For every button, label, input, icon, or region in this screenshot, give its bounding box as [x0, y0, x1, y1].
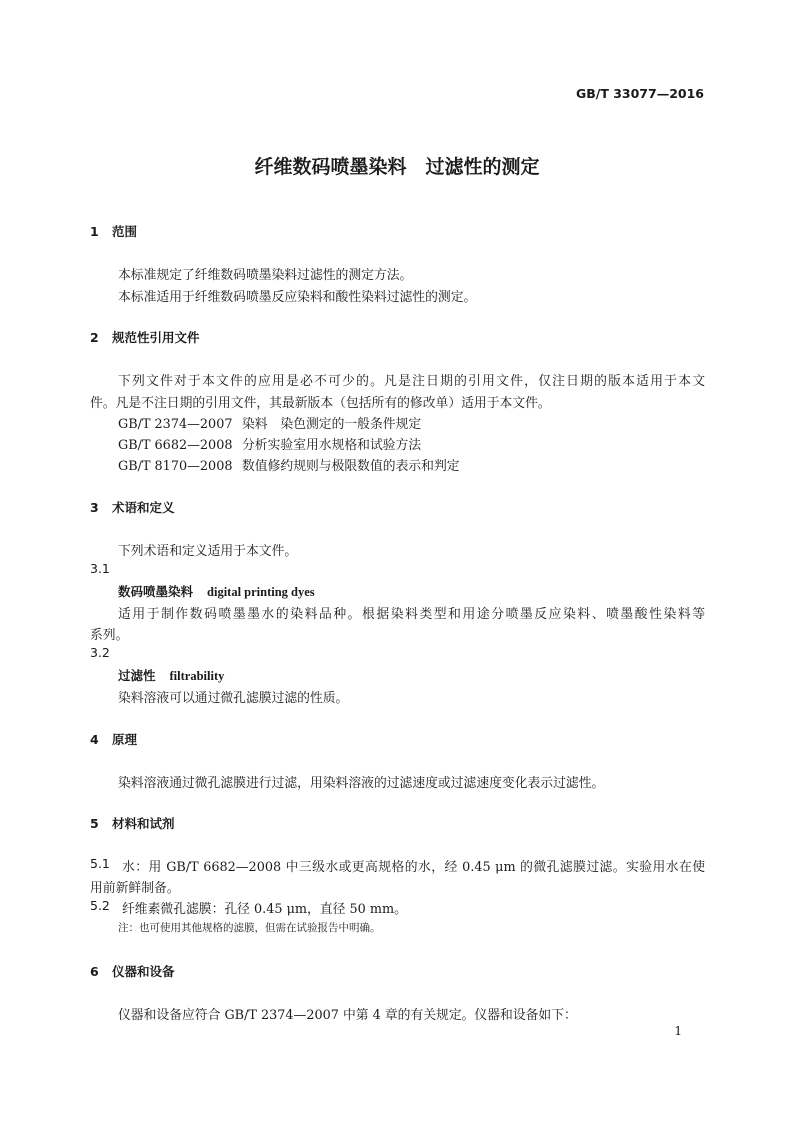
clause-text: 纤维素微孔滤膜：孔径 0.45 μm，直径 50 mm。: [122, 902, 407, 917]
document-title: 纤维数码喷墨染料 过滤性的测定: [254, 156, 540, 178]
section-6-heading: [90, 962, 175, 980]
section-title: 仪器和设备: [112, 964, 175, 979]
term-heading: [118, 666, 224, 684]
term-definition: 适用于制作数码喷墨墨水的染料品种。根据染料类型和用途分喷墨反应染料、喷墨酸性染料等: [118, 607, 705, 622]
term-definition-cont: 系列。: [90, 628, 129, 643]
section-2-heading: [90, 328, 200, 346]
reference-title: 染料 染色测定的一般条件规定: [242, 417, 422, 432]
term-zh: 过滤性: [118, 668, 156, 683]
section-title: 材料和试剂: [112, 816, 175, 831]
reference-item: [118, 413, 421, 432]
term-en: digital printing dyes: [207, 585, 315, 599]
term-en: filtrability: [169, 669, 225, 683]
section-number: 6: [90, 964, 99, 979]
term-definition: 染料溶液可以通过微孔滤膜过滤的性质。: [118, 691, 349, 706]
section-title: 规范性引用文件: [112, 330, 200, 345]
paragraph: 下列术语和定义适用于本文件。: [118, 544, 298, 559]
note: 注：也可使用其他规格的滤膜，但需在试验报告中明确。: [118, 922, 381, 934]
paragraph: 仪器和设备应符合 GB/T 2374—2007 中第 4 章的有关规定。仪器和设备如下：: [118, 1008, 577, 1023]
section-5-heading: [90, 814, 175, 832]
term-number: 3.1: [90, 561, 110, 576]
reference-code: GB/T 6682—2008: [118, 438, 233, 453]
reference-title: 数值修约规则与极限数值的表示和判定: [242, 459, 460, 474]
section-number: 2: [90, 330, 99, 345]
paragraph-line: 下列文件对于本文件的应用是必不可少的。凡是注日期的引用文件，仅注日期的版本适用于本文: [118, 374, 705, 389]
standard-number: GB/T 33077—2016: [575, 86, 704, 101]
section-title: 原理: [112, 732, 138, 747]
section-4-heading: [90, 730, 137, 748]
section-1-heading: [90, 222, 137, 240]
reference-title: 分析实验室用水规格和试验方法: [242, 438, 422, 453]
clause-number: 5.2: [90, 898, 110, 913]
page-number: 1: [674, 1024, 682, 1038]
section-title: 术语和定义: [112, 500, 175, 515]
paragraph: 本标准适用于纤维数码喷墨反应染料和酸性染料过滤性的测定。: [118, 290, 477, 305]
term-heading: [118, 582, 315, 600]
clause-number: 5.1: [90, 856, 110, 871]
paragraph: 染料溶液通过微孔滤膜进行过滤，用染料溶液的过滤速度或过滤速度变化表示过滤性。: [118, 776, 605, 791]
section-number: 1: [90, 224, 99, 239]
section-3-heading: [90, 498, 175, 516]
reference-code: GB/T 8170—2008: [118, 459, 233, 474]
clause-text-cont: 用前新鲜制备。: [90, 881, 180, 896]
section-title: 范围: [112, 224, 138, 239]
term-number: 3.2: [90, 645, 110, 660]
section-number: 4: [90, 732, 99, 747]
section-number: 3: [90, 500, 99, 515]
reference-item: [118, 434, 421, 453]
term-zh: 数码喷墨染料: [118, 584, 194, 599]
section-number: 5: [90, 816, 99, 831]
clause-text: 水：用 GB/T 6682—2008 中三级水或更高规格的水，经 0.45 μm 的微孔滤膜过滤。实验用水在使: [122, 860, 705, 875]
paragraph-line: 件。凡是不注日期的引用文件，其最新版本（包括所有的修改单）适用于本文件。: [90, 396, 551, 411]
reference-code: GB/T 2374—2007: [118, 417, 233, 432]
paragraph: 本标准规定了纤维数码喷墨染料过滤性的测定方法。: [118, 268, 413, 283]
reference-item: [118, 455, 460, 474]
